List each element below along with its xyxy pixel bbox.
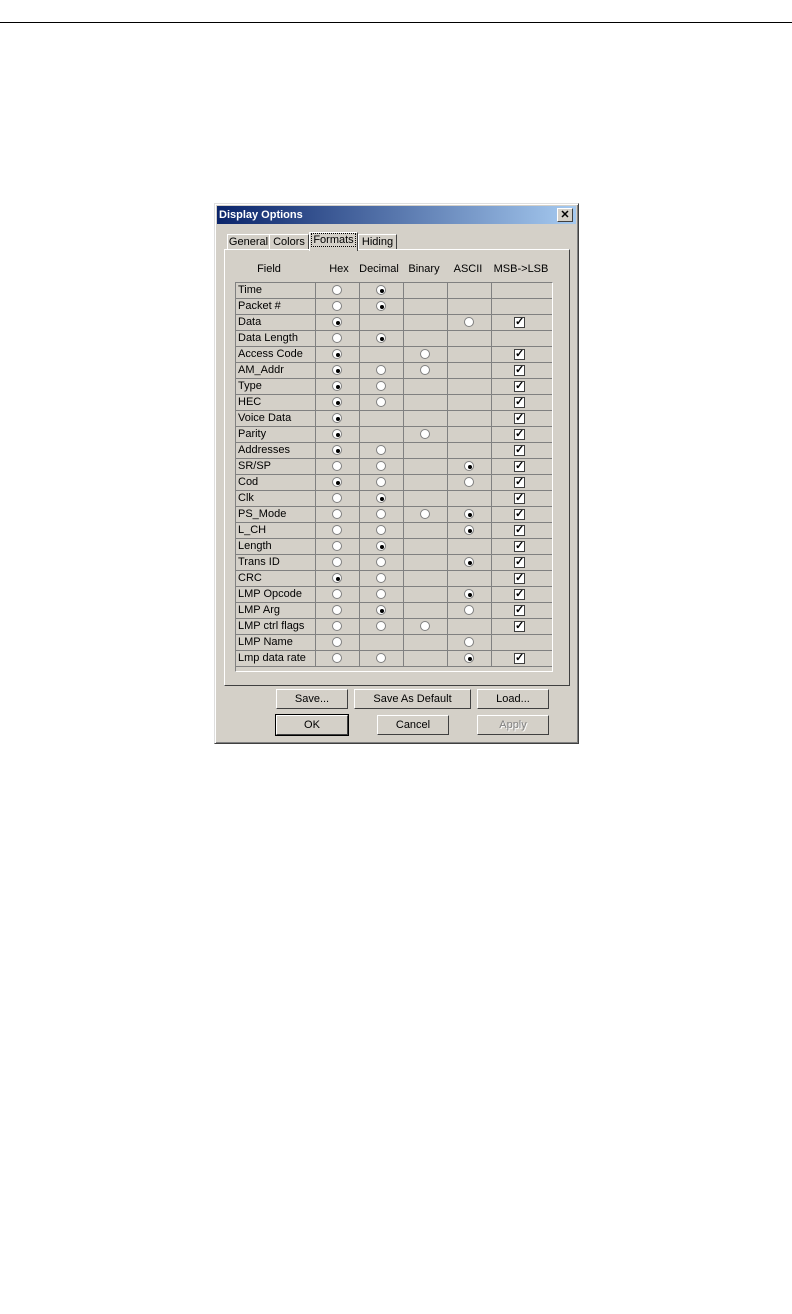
table-row [236,363,552,379]
table-row [236,507,552,523]
ascii-cell [448,475,492,490]
decimal-cell [360,555,404,570]
msb-lsb-checkbox[interactable]: ✓ [515,460,525,472]
field-name: Time [236,283,316,298]
binary-radio[interactable] [420,621,430,631]
hex-cell [316,411,360,426]
msb-lsb-checkbox[interactable]: ✓ [515,604,525,616]
table-row [236,315,552,331]
decimal-radio[interactable] [376,285,386,295]
binary-cell [404,539,448,554]
msb-lsb-cell [492,299,552,314]
tab-hiding[interactable]: Hiding [358,234,397,250]
ascii-cell [448,587,492,602]
ascii-cell [448,523,492,538]
decimal-cell [360,379,404,394]
table-row [236,283,552,299]
hex-cell [316,299,360,314]
msb-lsb-cell [492,571,552,586]
ascii-cell [448,331,492,346]
table-row [236,347,552,363]
table-row [236,299,552,315]
field-name: L_CH [236,523,316,538]
hex-cell [316,443,360,458]
hex-cell [316,379,360,394]
hex-cell [316,331,360,346]
page-header-rule [0,22,792,23]
msb-lsb-cell [492,347,552,362]
decimal-radio[interactable] [376,557,386,567]
hex-radio[interactable] [332,637,342,647]
ascii-radio[interactable] [464,509,474,519]
save-as-default-button[interactable]: Save As Default [354,689,471,709]
ascii-cell [448,539,492,554]
msb-lsb-checkbox[interactable]: ✓ [515,316,525,328]
ascii-cell [448,651,492,666]
hex-cell [316,587,360,602]
msb-lsb-checkbox[interactable]: ✓ [515,524,525,536]
decimal-radio[interactable] [376,589,386,599]
binary-cell [404,475,448,490]
table-row [236,491,552,507]
field-name: LMP Opcode [236,587,316,602]
decimal-cell [360,523,404,538]
msb-lsb-cell [492,395,552,410]
hex-radio[interactable] [332,653,342,663]
hex-cell [316,427,360,442]
msb-lsb-checkbox[interactable]: ✓ [515,540,525,552]
decimal-radio[interactable] [376,493,386,503]
ascii-cell [448,635,492,650]
decimal-cell [360,619,404,634]
hex-cell [316,475,360,490]
ascii-cell [448,619,492,634]
decimal-cell [360,571,404,586]
ascii-radio[interactable] [464,653,474,663]
field-name: Clk [236,491,316,506]
decimal-cell [360,459,404,474]
decimal-cell [360,411,404,426]
decimal-radio[interactable] [376,381,386,391]
msb-lsb-checkbox[interactable]: ✓ [515,508,525,520]
decimal-cell [360,475,404,490]
hex-radio[interactable] [332,557,342,567]
save-button[interactable]: Save... [276,689,348,709]
hex-cell [316,491,360,506]
ascii-radio[interactable] [464,589,474,599]
field-name: Addresses [236,443,316,458]
ascii-radio[interactable] [464,557,474,567]
table-row [236,603,552,619]
binary-radio[interactable] [420,365,430,375]
decimal-cell [360,651,404,666]
table-row [236,475,552,491]
decimal-radio[interactable] [376,477,386,487]
binary-cell [404,619,448,634]
msb-lsb-cell [492,555,552,570]
hex-radio[interactable] [332,381,342,391]
field-name: LMP Arg [236,603,316,618]
hex-radio[interactable] [332,573,342,583]
msb-lsb-cell [492,491,552,506]
msb-lsb-cell [492,635,552,650]
field-name: CRC [236,571,316,586]
hex-radio[interactable] [332,509,342,519]
field-name: Data [236,315,316,330]
ascii-radio[interactable] [464,477,474,487]
ascii-cell [448,571,492,586]
title-bar[interactable] [217,206,576,224]
ascii-cell [448,603,492,618]
binary-cell [404,363,448,378]
decimal-radio[interactable] [376,541,386,551]
ascii-cell [448,315,492,330]
binary-cell [404,331,448,346]
msb-lsb-cell [492,587,552,602]
hex-radio[interactable] [332,397,342,407]
field-name: Trans ID [236,555,316,570]
binary-cell [404,651,448,666]
table-row [236,587,552,603]
field-name: PS_Mode [236,507,316,522]
ascii-cell [448,379,492,394]
table-row [236,619,552,635]
table-row [236,651,552,667]
decimal-radio[interactable] [376,525,386,535]
msb-lsb-cell [492,443,552,458]
binary-cell [404,635,448,650]
msb-lsb-checkbox[interactable]: ✓ [515,348,525,360]
ascii-cell [448,363,492,378]
binary-cell [404,299,448,314]
hex-cell [316,507,360,522]
msb-lsb-checkbox[interactable]: ✓ [515,444,525,456]
msb-lsb-checkbox[interactable]: ✓ [515,620,525,632]
msb-lsb-cell [492,411,552,426]
msb-lsb-checkbox[interactable]: ✓ [515,588,525,600]
binary-cell [404,459,448,474]
msb-lsb-cell [492,619,552,634]
table-row [236,331,552,347]
binary-cell [404,427,448,442]
decimal-cell [360,347,404,362]
column-header-hex: Hex [329,263,349,275]
column-header-binary: Binary [408,263,440,275]
table-row [236,523,552,539]
field-name: AM_Addr [236,363,316,378]
binary-radio[interactable] [420,429,430,439]
cancel-button[interactable]: Cancel [377,715,449,735]
hex-cell [316,651,360,666]
msb-lsb-checkbox[interactable]: ✓ [515,396,525,408]
ascii-cell [448,507,492,522]
tab-colors[interactable]: Colors [269,234,309,250]
decimal-cell [360,603,404,618]
hex-radio[interactable] [332,333,342,343]
binary-cell [404,523,448,538]
decimal-cell [360,395,404,410]
field-name: Cod [236,475,316,490]
msb-lsb-cell [492,331,552,346]
field-name: Packet # [236,299,316,314]
ascii-cell [448,299,492,314]
msb-lsb-cell [492,603,552,618]
hex-cell [316,283,360,298]
binary-cell [404,379,448,394]
field-name: Length [236,539,316,554]
hex-radio[interactable] [332,413,342,423]
decimal-cell [360,443,404,458]
table-row [236,379,552,395]
ascii-cell [448,491,492,506]
ascii-cell [448,555,492,570]
close-icon: ✕ [560,209,570,221]
decimal-cell [360,587,404,602]
decimal-radio[interactable] [376,397,386,407]
hex-radio[interactable] [332,621,342,631]
table-row [236,459,552,475]
ok-button[interactable]: OK [276,715,348,735]
msb-lsb-cell [492,363,552,378]
msb-lsb-checkbox[interactable]: ✓ [515,492,525,504]
hex-cell [316,315,360,330]
decimal-cell [360,331,404,346]
decimal-cell [360,427,404,442]
decimal-radio[interactable] [376,301,386,311]
ascii-radio[interactable] [464,461,474,471]
decimal-cell [360,315,404,330]
msb-lsb-checkbox[interactable]: ✓ [515,652,525,664]
decimal-radio[interactable] [376,621,386,631]
field-name: Lmp data rate [236,651,316,666]
field-name: LMP Name [236,635,316,650]
table-row [236,539,552,555]
decimal-radio[interactable] [376,509,386,519]
hex-cell [316,363,360,378]
binary-cell [404,395,448,410]
msb-lsb-cell [492,459,552,474]
hex-cell [316,619,360,634]
hex-radio[interactable] [332,445,342,455]
hex-radio[interactable] [332,461,342,471]
msb-lsb-checkbox[interactable]: ✓ [515,428,525,440]
decimal-radio[interactable] [376,365,386,375]
hex-radio[interactable] [332,301,342,311]
column-header-msb-lsb: MSB->LSB [493,263,549,275]
hex-radio[interactable] [332,285,342,295]
msb-lsb-cell [492,427,552,442]
hex-radio[interactable] [332,429,342,439]
table-row [236,427,552,443]
ascii-radio[interactable] [464,525,474,535]
decimal-cell [360,507,404,522]
msb-lsb-cell [492,283,552,298]
ascii-cell [448,411,492,426]
ascii-cell [448,459,492,474]
binary-cell [404,491,448,506]
decimal-cell [360,283,404,298]
table-row [236,555,552,571]
hex-radio[interactable] [332,317,342,327]
table-row [236,395,552,411]
decimal-radio[interactable] [376,445,386,455]
msb-lsb-cell [492,651,552,666]
hex-cell [316,347,360,362]
binary-cell [404,603,448,618]
hex-radio[interactable] [332,349,342,359]
dialog-title: Display Options [219,209,303,221]
decimal-radio[interactable] [376,461,386,471]
display-options-dialog [214,203,579,744]
field-name: Data Length [236,331,316,346]
msb-lsb-cell [492,379,552,394]
decimal-radio[interactable] [376,605,386,615]
hex-cell [316,395,360,410]
field-name: Voice Data [236,411,316,426]
binary-cell [404,587,448,602]
table-row [236,635,552,651]
hex-cell [316,603,360,618]
msb-lsb-checkbox[interactable]: ✓ [515,572,525,584]
msb-lsb-checkbox[interactable]: ✓ [515,556,525,568]
binary-radio[interactable] [420,509,430,519]
field-name: Access Code [236,347,316,362]
ascii-cell [448,283,492,298]
ascii-cell [448,395,492,410]
decimal-radio[interactable] [376,653,386,663]
binary-cell [404,283,448,298]
hex-radio[interactable] [332,365,342,375]
hex-cell [316,459,360,474]
hex-radio[interactable] [332,525,342,535]
binary-cell [404,571,448,586]
msb-lsb-checkbox[interactable]: ✓ [515,412,525,424]
field-name: SR/SP [236,459,316,474]
binary-cell [404,555,448,570]
decimal-cell [360,363,404,378]
decimal-cell [360,491,404,506]
decimal-cell [360,635,404,650]
hex-radio[interactable] [332,605,342,615]
hex-cell [316,571,360,586]
hex-radio[interactable] [332,541,342,551]
binary-cell [404,411,448,426]
decimal-radio[interactable] [376,573,386,583]
hex-radio[interactable] [332,589,342,599]
hex-cell [316,539,360,554]
tab-general[interactable]: General [228,236,269,248]
ascii-radio[interactable] [464,637,474,647]
msb-lsb-cell [492,523,552,538]
field-name: LMP ctrl flags [236,619,316,634]
hex-radio[interactable] [332,493,342,503]
hex-cell [316,523,360,538]
binary-radio[interactable] [420,349,430,359]
binary-cell [404,443,448,458]
ascii-cell [448,443,492,458]
binary-cell [404,507,448,522]
column-header-decimal: Decimal [359,263,399,275]
apply-button[interactable]: Apply [477,715,549,735]
field-name: Parity [236,427,316,442]
msb-lsb-cell [492,539,552,554]
msb-lsb-cell [492,475,552,490]
msb-lsb-checkbox[interactable]: ✓ [515,476,525,488]
hex-radio[interactable] [332,477,342,487]
ascii-cell [448,427,492,442]
ascii-cell [448,347,492,362]
hex-cell [316,555,360,570]
decimal-cell [360,299,404,314]
load-button[interactable]: Load... [477,689,549,709]
table-row [236,571,552,587]
msb-lsb-cell [492,507,552,522]
tab-formats[interactable]: Formats [309,232,358,251]
table-row [236,411,552,427]
msb-lsb-checkbox[interactable]: ✓ [515,380,525,392]
binary-cell [404,347,448,362]
hex-cell [316,635,360,650]
close-button[interactable] [557,208,573,222]
msb-lsb-cell [492,315,552,330]
field-name: HEC [236,395,316,410]
table-row [236,443,552,459]
msb-lsb-checkbox[interactable]: ✓ [515,364,525,376]
column-header-ascii: ASCII [453,263,483,275]
ascii-radio[interactable] [464,317,474,327]
binary-cell [404,315,448,330]
format-grid [235,282,553,672]
field-name: Type [236,379,316,394]
ascii-radio[interactable] [464,605,474,615]
decimal-cell [360,539,404,554]
column-header-field: Field [257,263,281,275]
decimal-radio[interactable] [376,333,386,343]
